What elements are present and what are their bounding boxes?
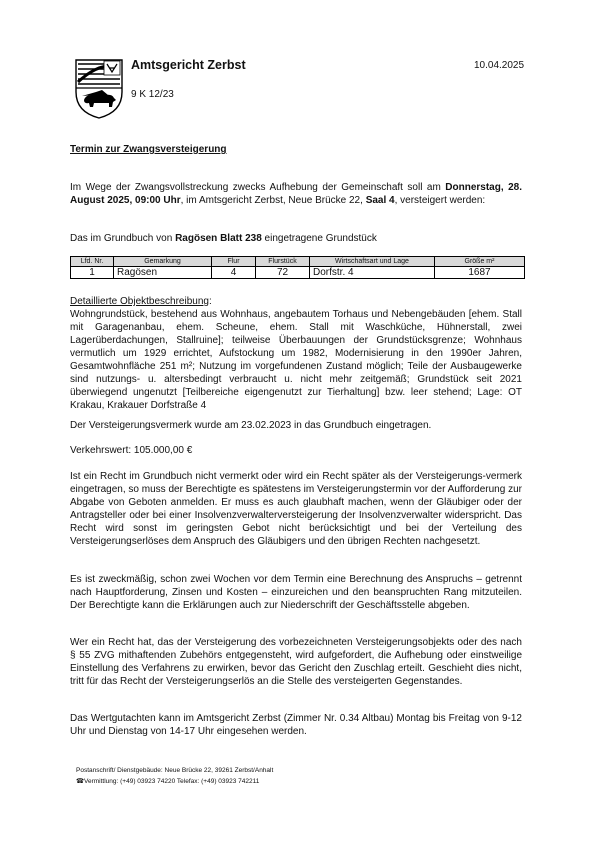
auction-date: Donnerstag, 28. August 2025, 09:00 Uhr: [70, 182, 522, 206]
phone-icon: ☎: [76, 778, 85, 785]
footer-phone-text: Vermittlung: (+49) 03923 74220 Telefax: (+49) 03923 742211: [84, 778, 260, 785]
table-row: [71, 267, 525, 279]
vermerk-paragraph: Der Versteigerungsvermerk wurde am 23.02.2023 in das Grundbuch eingetragen.: [70, 420, 432, 431]
description-title: Detaillierte Objektbeschreibung: [70, 296, 209, 307]
intro-text-1: Im Wege der Zwangsvollstreckung zwecks Aufhebung der Gemeinschaft soll am: [70, 182, 446, 193]
verkehrswert: Verkehrswert: 105.000,00 €: [70, 445, 193, 456]
case-number: 9 K 12/23: [131, 89, 174, 100]
table-header: Wirtschaftsart und Lage: [310, 257, 435, 267]
table-cell: 72: [256, 267, 310, 279]
intro-paragraph: [70, 181, 522, 207]
table-cell: 1: [71, 267, 114, 279]
table-cell: Dorfstr. 4: [310, 267, 435, 279]
objection-paragraph: Wer ein Recht hat, das der Versteigerung des vorbezeichneten Versteigerungsobjekts oder des nach § 55 ZVG mithaftenden Zubehörs entgegensteht, wird aufgefordert, die Aufhebung oder einstweilige Einstellung des Verfahrens zu erwirken, bevor das Gericht den Zuschlag erteilt. Geschieht dies nicht, tritt für das Recht der Versteigerungserlös an die Stelle des versteigerten Gegenstandes.: [70, 637, 522, 687]
intro-text-2: , im Amtsgericht Zerbst, Neue Brücke 22,: [180, 195, 366, 206]
object-description: [70, 295, 522, 412]
table-cell: Ragösen: [114, 267, 212, 279]
coat-of-arms-icon: [74, 58, 124, 120]
table-cell: 1687: [435, 267, 525, 279]
description-title-colon: :: [208, 296, 212, 307]
table-header: Flur: [212, 257, 256, 267]
table-header: Gemarkung: [114, 257, 212, 267]
footer-phone: [76, 777, 536, 785]
document-date: 10.04.2025: [474, 60, 525, 71]
rights-paragraph: Ist ein Recht im Grundbuch nicht vermerkt oder wird ein Recht später als der Versteigerungs-vermerk eingetragen, so muss der Berechtigte es spätestens im Versteigerungstermin vor der Aufforderung zur Abgabe von Geboten anmelden. Er muss es auch glaubhaft machen, wenn der Gläubiger oder der Antragsteller oder bei einer Insolvenzverwalterversteigerung der Insolvenzverwalter widerspricht. Das Recht wird sonst im geringsten Gebot nicht berücksichtigt und bei der Verteilung des Versteigerungserlöses dem Anspruch des Gläubigers und den übrigen Rechten nachgesetzt.: [70, 471, 522, 547]
footer-address: Postanschrift/ Dienstgebäude: Neue Brücke 22, 39261 Zerbst/Anhalt: [76, 767, 274, 774]
claim-paragraph: Es ist zweckmäßig, schon zwei Wochen vor dem Termin eine Berechnung des Anspruchs – getrennt nach Hauptforderung, Zinsen und Kosten – einzureichen und den beanspruchten Rang mitzuteilen. Der Berechtigte kann die Erklärungen auch zur Niederschrift der Geschäftsstelle abgeben.: [70, 574, 522, 611]
table-header: Flurstück: [256, 257, 310, 267]
table-cell: 4: [212, 267, 256, 279]
table-header: Lfd. Nr.: [71, 257, 114, 267]
property-table: [70, 256, 525, 279]
court-name: Amtsgericht Zerbst: [131, 58, 246, 72]
table-header: Größe m²: [435, 257, 525, 267]
grundbuch-text-1: Das im Grundbuch von: [70, 233, 176, 244]
table-header-row: [71, 257, 525, 267]
intro-text-3: , versteigert werden:: [394, 195, 486, 206]
description-text: Wohngrundstück, bestehend aus Wohnhaus, angebautem Torhaus und Nebengebäuden [ehem. Stall mit Garagenanbau, ehem. Scheune, ehem. Stall mit Waschküche, Hühnerstall, zwei Lagerüberdachungen, Stallruine]; teilweise Überbauungen der Grundstücksgrenze; Wohnhaus vermutlich um 1929 errichtet, Aufstockung um 1982, Modernisierung in den 1990er Jahren, Gesamtwohnfläche 251 m²; Nutzung im vorgefundenen Zustand möglich; Teile der Ausbaugewerke sind nutzungs- u. altersbedingt verbraucht u. nicht mehr zeitgemäß; Grundstück seit 2021 überwiegend ungenutzt [Teilbereiche eigengenutzt zur Tierhaltung] bzw. leer stehend; Lage: OT Krakau, Krakauer Dorfstraße 4: [70, 309, 522, 411]
auction-room: Saal 4: [365, 195, 395, 206]
grundbuch-line: [70, 232, 522, 245]
grundbuch-name: Ragösen Blatt 238: [175, 233, 262, 244]
page-title: Termin zur Zwangsversteigerung: [70, 144, 227, 155]
appraisal-paragraph: Das Wertgutachten kann im Amtsgericht Zerbst (Zimmer Nr. 0.34 Altbau) Montag bis Freitag von 9-12 Uhr und Dienstag von 14-17 Uhr eingesehen werden.: [70, 713, 522, 737]
grundbuch-text-2: eingetragene Grundstück: [261, 233, 377, 244]
